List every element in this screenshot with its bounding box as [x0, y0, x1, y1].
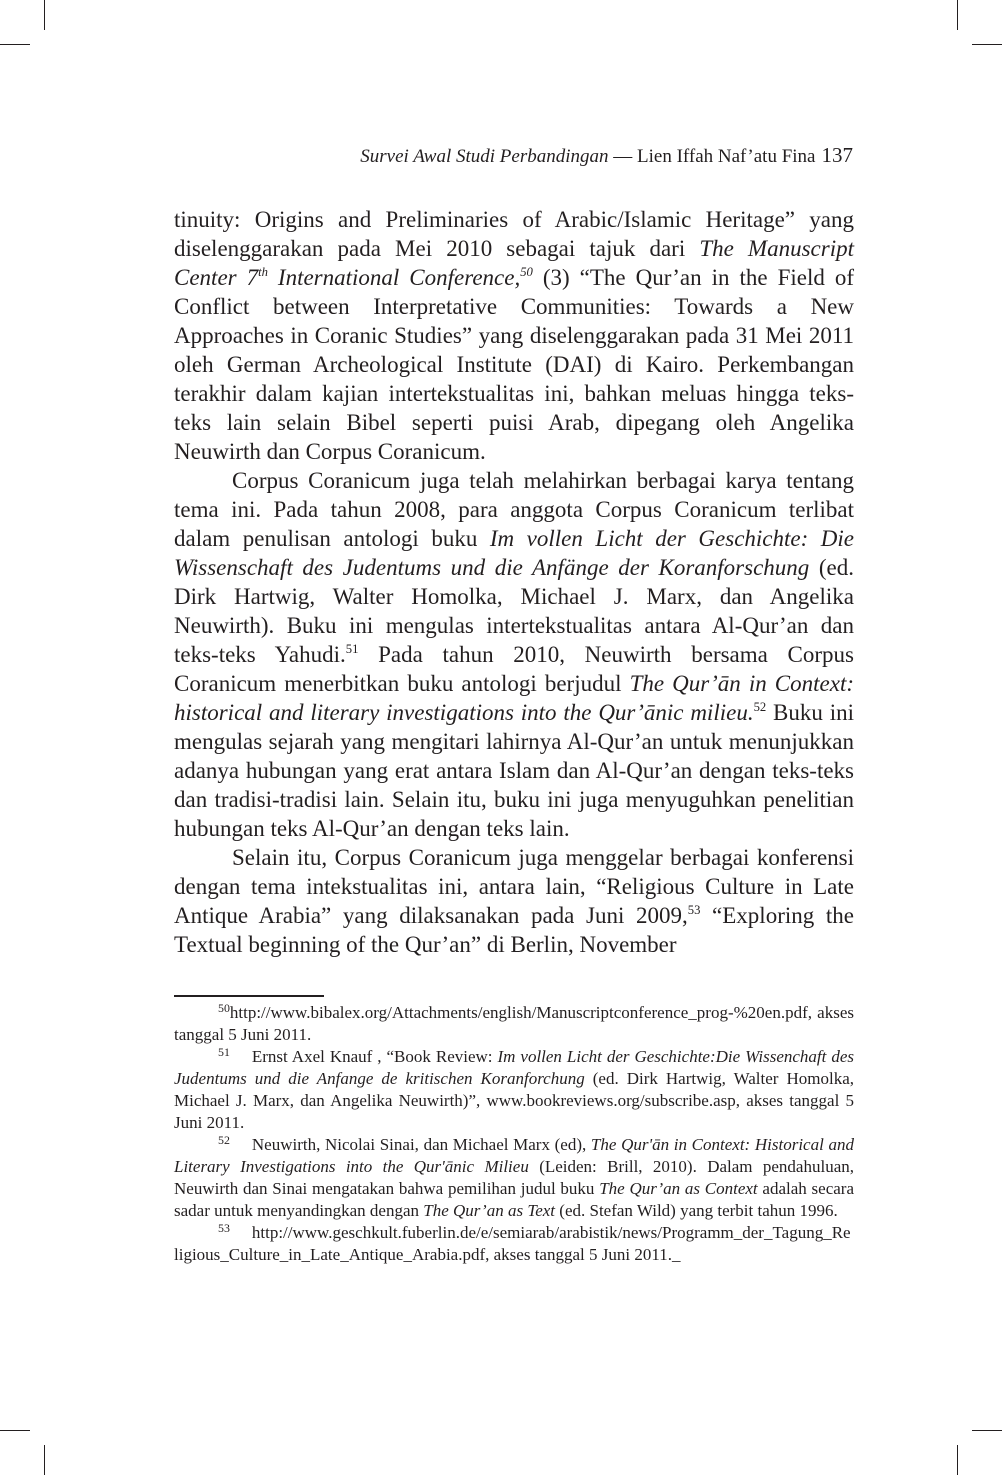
crop-mark-bottom-left — [44, 1445, 45, 1475]
p2-italic-2: The Qur’ān in Context: historical and literary investigations into the Qur’ānic milieu. — [174, 671, 854, 725]
paragraph-2 — [174, 466, 854, 843]
crop-mark-bottom-left-h — [0, 1430, 30, 1431]
footnote-51-text-2: (ed. Dirk Hartwig, Walter Homolka, Michael J. Marx, dan Angelika Neuwirth)”, www.bookreviews.org/subscribe.asp, akses tanggal 5 Juni 2011. — [174, 1069, 854, 1132]
p2-text-1: Corpus Coranicum juga telah melahirkan berbagai karya tentang tema ini. Pada tahun 2008, para anggota Corpus Coranicum terlibat dalam penulisan antologi buku — [174, 468, 854, 551]
footnote-51-italic: Im vollen Licht der Geschichte:Die Wissenchaft des Judentums und die Anfange de kritischen Koranforchung — [174, 1047, 854, 1088]
p1-text-1: tinuity: Origins and Preliminaries of Arabic/Islamic Heritage” yang diselenggarakan pada Mei 2010 sebagai tajuk dari — [174, 207, 854, 261]
crop-mark-top-right-h — [972, 44, 1002, 45]
paragraph-1 — [174, 205, 854, 466]
footnote-50 — [174, 1002, 854, 1046]
p2-text-2: (ed. Dirk Hartwig, Walter Homolka, Michael J. Marx, dan Angelika Neuwirth). Buku ini mengulas intertekstualitas antara Al-Qur’an dan teks-teks Yahudi. — [174, 555, 854, 667]
footnote-ref-52[interactable]: 52 — [753, 700, 767, 715]
p1-text-2: (3) “The Qur’an in the Field of Conflict between Interpretative Communities: Towards a New Approaches in Coranic Studies” yang diselenggarakan pada 31 Mei 2011 oleh German Archeological Institute (DAI) di Kairo. Perkembangan terakhir dalam kajian intertekstualitas ini, bahkan meluas hingga teks-teks lain selain Bibel seperti puisi Arab, dipegang oleh Angelika Neuwirth dan Corpus Coranicum. — [174, 265, 854, 464]
footnote-50-text[interactable]: http://www.bibalex.org/Attachments/english/Manuscriptconference_prog-%20en.pdf, akses tanggal 5 Juni 2011. — [174, 1003, 854, 1044]
header-author: Lien Iffah Naf’atu Fina — [637, 146, 816, 167]
crop-mark-top-right — [957, 0, 958, 30]
footnote-50-number: 50 — [218, 1001, 230, 1016]
crop-mark-top-left-h — [0, 44, 30, 45]
footnote-ref-50[interactable]: 50 — [520, 265, 533, 280]
running-header — [173, 142, 853, 170]
footnote-51-number: 51 — [218, 1045, 230, 1060]
footnote-53-number: 53 — [218, 1221, 230, 1236]
p1-sup-th: th — [258, 265, 268, 280]
footnote-ref-51[interactable]: 51 — [345, 642, 359, 657]
header-separator: — — [608, 146, 637, 167]
footnote-52 — [174, 1134, 854, 1222]
footnote-53 — [174, 1222, 854, 1266]
body-text — [174, 205, 854, 959]
p2-italic-1: Im vollen Licht der Geschichte: Die Wissenschaft des Judentums und die Anfänge der Koranforschung — [174, 526, 854, 580]
header-title: Survei Awal Studi Perbandingan — [360, 146, 609, 167]
p1-italic-1: The Manuscript Center 7 — [174, 236, 854, 290]
footnote-52-italic-1: The Qur'ān in Context: Historical and Literary Investigations into the Qur'ānic Milieu — [174, 1135, 854, 1176]
crop-mark-bottom-right-h — [972, 1430, 1002, 1431]
p3-text-2: “Exploring the Textual beginning of the Qur’an” di Berlin, November — [174, 903, 854, 957]
footnote-52-text-4: (ed. Stefan Wild) yang terbit tahun 1996. — [555, 1201, 838, 1220]
footnote-52-text-2: (Leiden: Brill, 2010). Dalam pendahuluan, Neuwirth dan Sinai mengatakan bahwa pemilihan judul buku — [174, 1157, 854, 1198]
footnote-53-text[interactable]: http://www.geschkult.fuberlin.de/e/semiarab/arabistik/news/Programm_der_Tagung_Religious_Culture_in_Late_Antique_Arabia.pdf, akses tanggal 5 Juni 2011._ — [174, 1223, 851, 1264]
footnote-52-italic-3: The Qur’an as Text — [423, 1201, 556, 1220]
p2-text-3: Pada tahun 2010, Neuwirth bersama Corpus Coranicum menerbitkan buku antologi berjudul — [174, 642, 854, 696]
footnote-ref-53[interactable]: 53 — [687, 903, 701, 918]
crop-mark-bottom-right — [957, 1445, 958, 1475]
footnote-52-italic-2: The Qur’an as Context — [599, 1179, 758, 1198]
footnote-51-text-1: Ernst Axel Knauf , “Book Review: — [251, 1047, 498, 1066]
p3-text-1: Selain itu, Corpus Coranicum juga menggelar berbagai konferensi dengan tema intekstualitas ini, antara lain, “Religious Culture in Late Antique Arabia” yang dilaksanakan pada Juni 2009, — [174, 845, 854, 928]
footnote-51 — [174, 1046, 854, 1134]
p2-text-4: Buku ini mengulas sejarah yang mengitari lahirnya Al-Qur’an untuk menunjukkan adanya hubungan yang erat antara Islam dan Al-Qur’an dengan teks-teks dan tradisi-tradisi lain. Selain itu, buku ini juga menyuguhkan penelitian hubungan teks Al-Qur’an dengan teks lain. — [174, 700, 855, 841]
p1-italic-2: International Conference, — [267, 265, 521, 290]
page-number: 137 — [821, 143, 853, 167]
footnotes — [174, 1002, 854, 1266]
footnote-52-text-3: adalah secara sadar untuk menyandingkan dengan — [174, 1179, 854, 1220]
paragraph-3 — [174, 843, 854, 959]
footnote-52-number: 52 — [218, 1133, 230, 1148]
footnote-separator — [174, 995, 324, 997]
footnote-52-text-1: Neuwirth, Nicolai Sinai, dan Michael Marx (ed), — [251, 1135, 591, 1154]
crop-mark-top-left — [44, 0, 45, 30]
